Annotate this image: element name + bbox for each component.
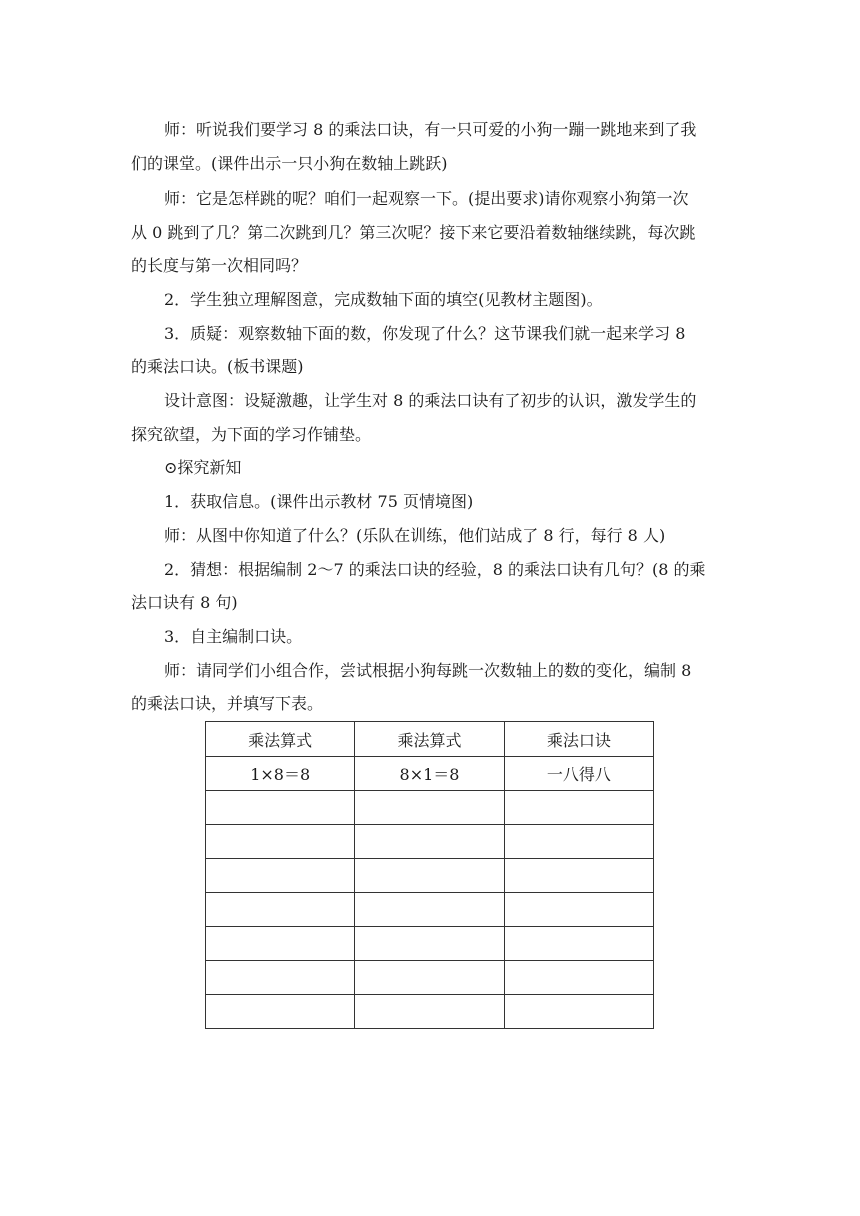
paragraph-line: 的乘法口诀，并填写下表。	[131, 694, 324, 713]
table-cell	[504, 893, 653, 927]
table-cell	[206, 893, 355, 927]
table-cell	[206, 995, 355, 1029]
table-row	[206, 791, 654, 825]
paragraph-line: 2．猜想：根据编制 2～7 的乘法口诀的经验，8 的乘法口诀有几句？(8 的乘	[164, 560, 706, 579]
table-header-cell: 乘法口诀	[504, 722, 653, 757]
table-cell	[355, 995, 504, 1029]
paragraph-line: 2．学生独立理解图意，完成数轴下面的填空(见教材主题图)。	[164, 290, 603, 309]
table-row	[206, 825, 654, 859]
table-cell	[206, 825, 355, 859]
table-row	[206, 961, 654, 995]
table-cell	[504, 927, 653, 961]
table-cell	[504, 825, 653, 859]
paragraph-line: 从 0 跳到了几？第二次跳到几？第三次呢？接下来它要沿着数轴继续跳，每次跳	[131, 223, 696, 242]
table-row	[206, 757, 654, 791]
table-cell	[355, 893, 504, 927]
paragraph-line: 3．自主编制口诀。	[164, 627, 303, 646]
table-cell	[355, 961, 504, 995]
table-header-cell: 乘法算式	[206, 722, 355, 757]
paragraph-line: 师：它是怎样跳的呢？咱们一起观察一下。(提出要求)请你观察小狗第一次	[164, 189, 689, 208]
paragraph-line: 的乘法口诀。(板书课题)	[131, 357, 304, 376]
table-cell	[504, 859, 653, 893]
paragraph-line: 探究欲望，为下面的学习作铺垫。	[131, 425, 372, 444]
table-row	[206, 927, 654, 961]
table-cell: 8×1＝8	[355, 757, 504, 791]
paragraph-line: 设计意图：设疑激趣，让学生对 8 的乘法口诀有了初步的认识，激发学生的	[164, 391, 697, 410]
table-cell	[206, 859, 355, 893]
table-cell: 1×8＝8	[206, 757, 355, 791]
table-header-cell: 乘法算式	[355, 722, 504, 757]
table-cell	[206, 961, 355, 995]
paragraph-line: 3．质疑：观察数轴下面的数，你发现了什么？这节课我们就一起来学习 8	[164, 324, 686, 343]
table-cell	[355, 791, 504, 825]
paragraph-line: 师：听说我们要学习 8 的乘法口诀，有一只可爱的小狗一蹦一跳地来到了我	[164, 120, 697, 139]
paragraph-line: 法口诀有 8 句)	[131, 593, 238, 612]
table-cell: 一八得八	[504, 757, 653, 791]
paragraph-line: 师：请同学们小组合作，尝试根据小狗每跳一次数轴上的数的变化，编制 8	[164, 661, 692, 680]
table-header-row	[206, 722, 654, 757]
table-cell	[504, 995, 653, 1029]
paragraph-line: 们的课堂。(课件出示一只小狗在数轴上跳跃)	[131, 154, 448, 173]
table-cell	[355, 927, 504, 961]
table-cell	[355, 859, 504, 893]
section-heading: ⊙探究新知	[164, 458, 242, 477]
table-row	[206, 893, 654, 927]
paragraph-line: 师：从图中你知道了什么？(乐队在训练，他们站成了 8 行，每行 8 人)	[164, 526, 666, 545]
multiplication-table	[205, 721, 654, 1029]
table-cell	[504, 961, 653, 995]
paragraph-line: 的长度与第一次相同吗？	[131, 256, 308, 275]
table-row	[206, 859, 654, 893]
table-cell	[206, 791, 355, 825]
table-cell	[355, 825, 504, 859]
table-cell	[504, 791, 653, 825]
table-row	[206, 995, 654, 1029]
paragraph-line: 1．获取信息。(课件出示教材 75 页情境图)	[164, 492, 474, 511]
table-cell	[206, 927, 355, 961]
